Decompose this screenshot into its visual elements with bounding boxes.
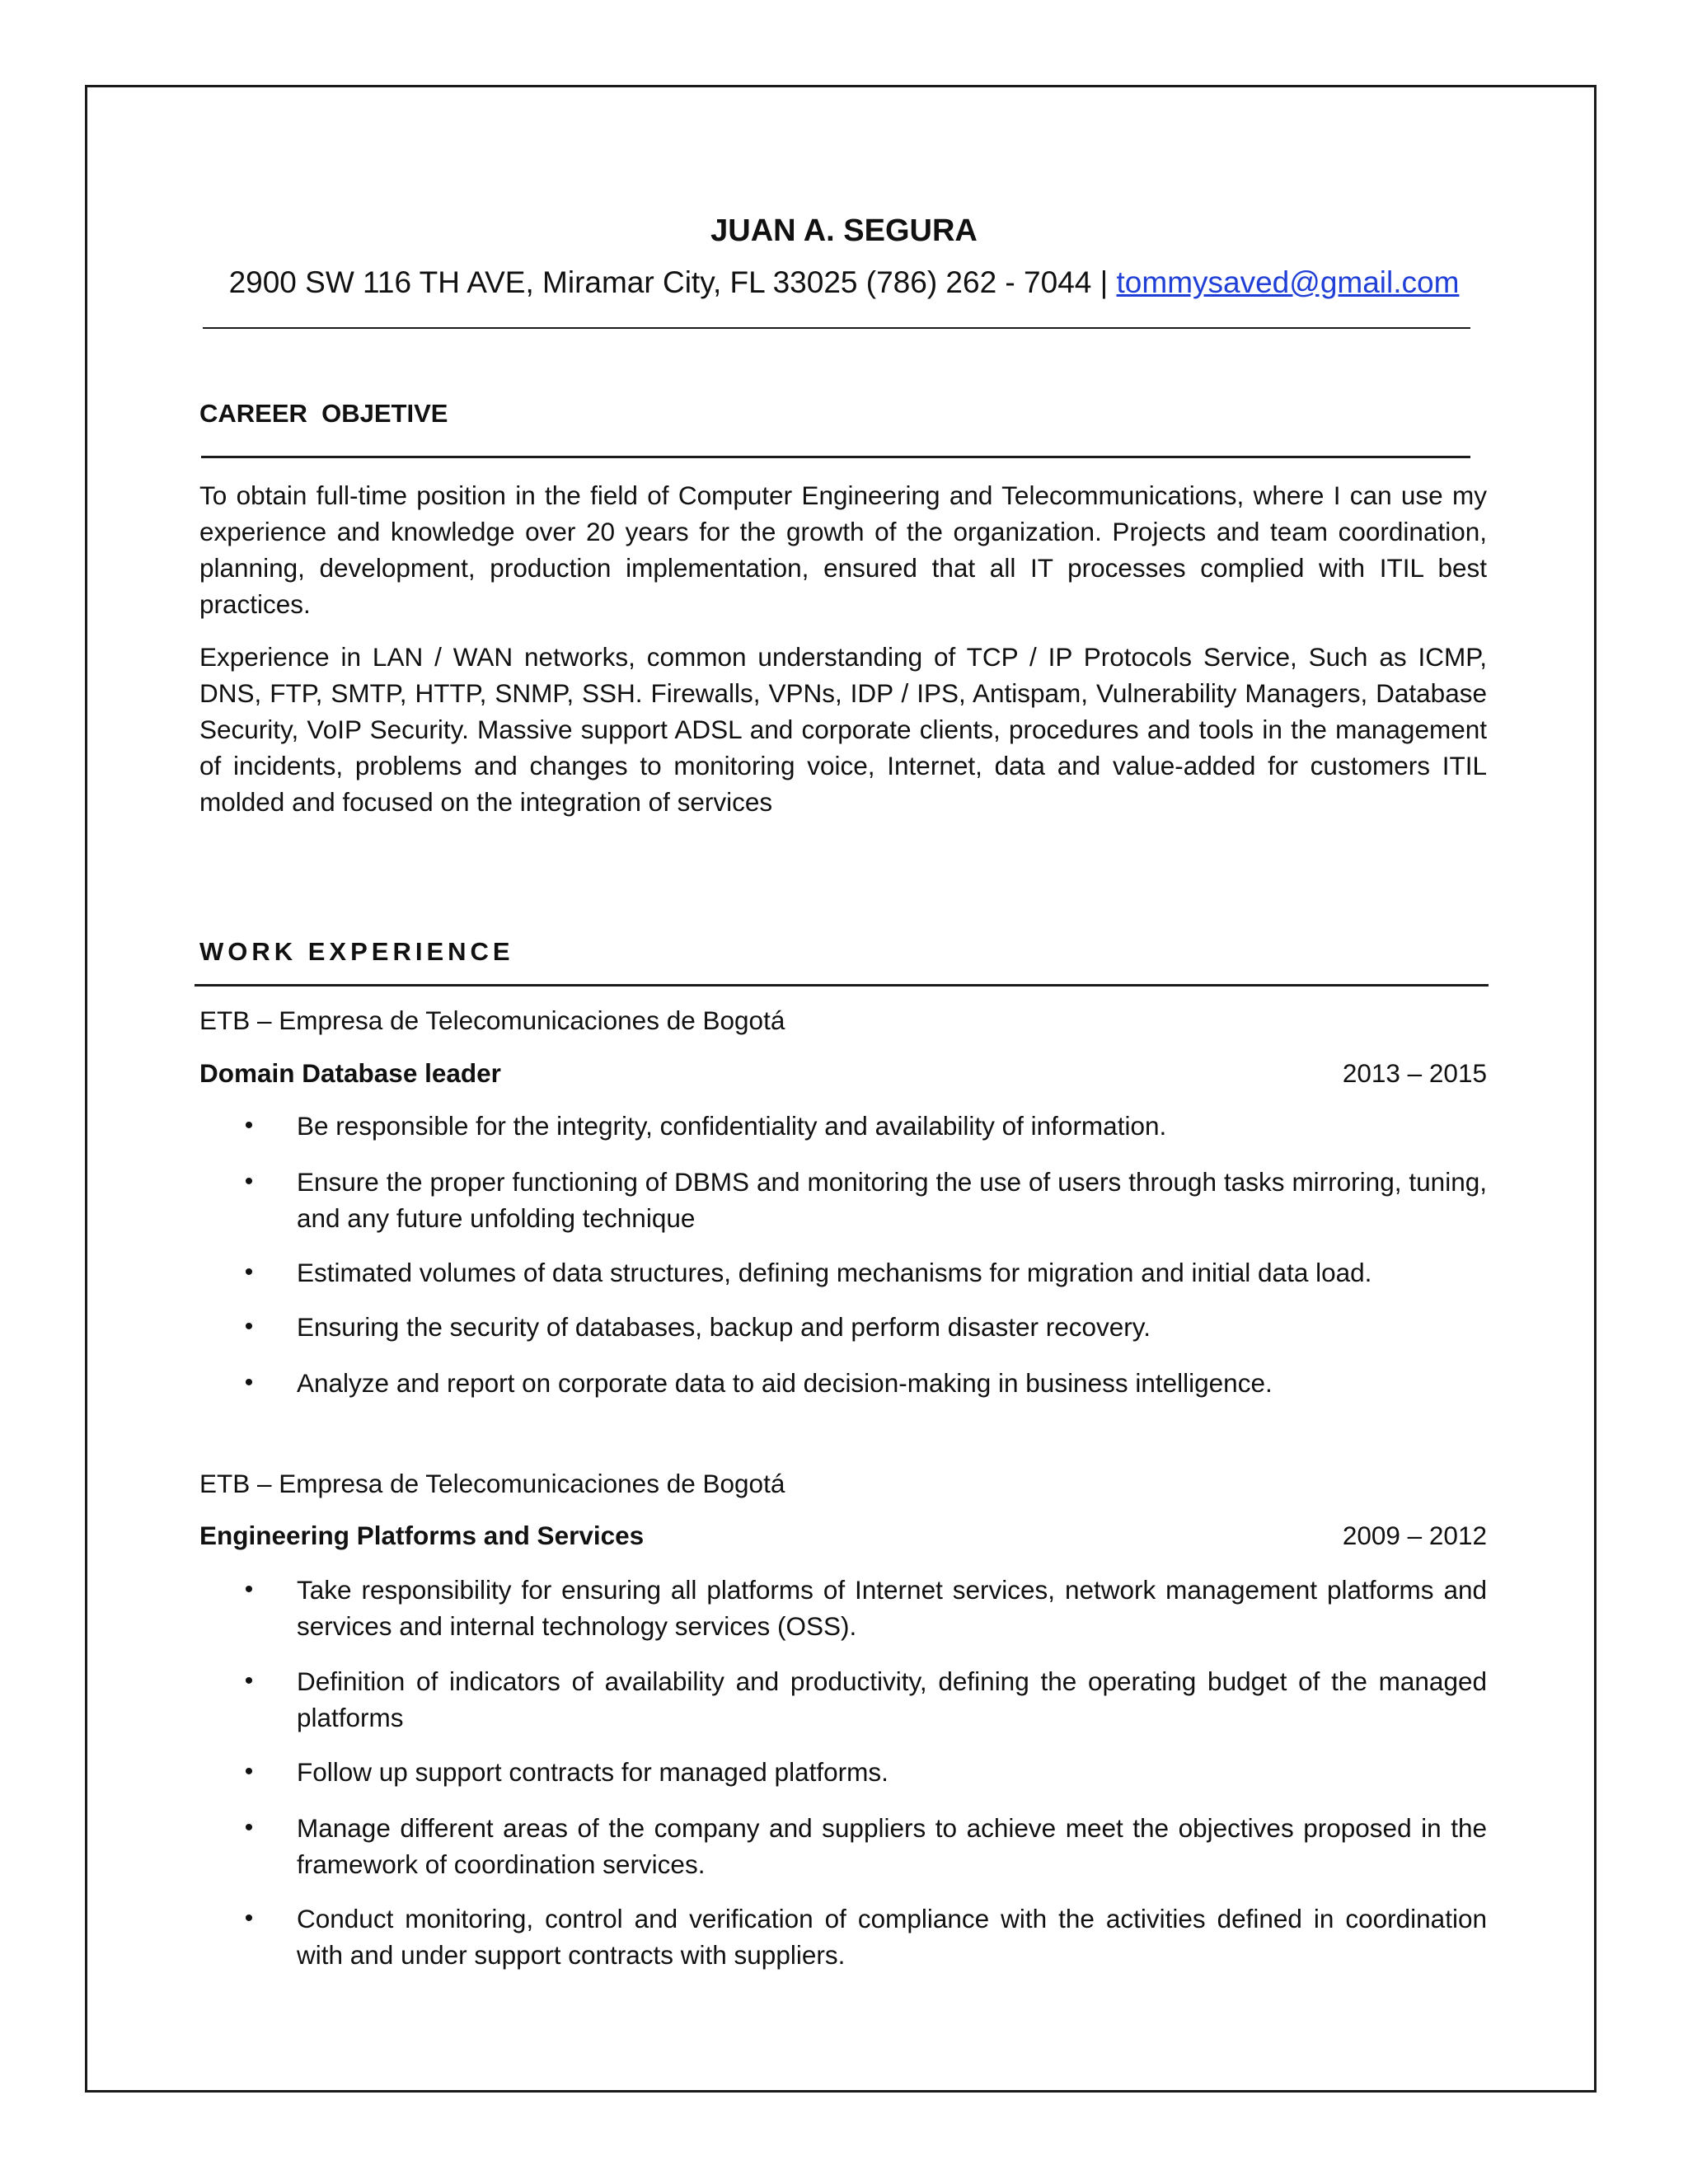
job-2-bullet-5: Conduct monitoring, control and verification of compliance with the activities defined in coordination with and under support contracts with suppliers. — [297, 1904, 1487, 1970]
career-objective-paragraph-1: To obtain full-time position in the field of Computer Engineering and Telecommunications, where I can use my experience and knowledge over 20 years for the growth of the organization. Projects and team coordination, planning, development, production implementation, ensured that all IT processes complied with ITIL best practices. — [199, 480, 1487, 619]
bullet-dot-icon: • — [244, 1112, 254, 1139]
bullet-dot-icon: • — [244, 1576, 254, 1603]
work-experience-divider — [195, 984, 1489, 987]
job-2-company: ETB – Empresa de Telecomunicaciones de Bogotá — [199, 1469, 785, 1498]
job-1-bullet-2: Ensure the proper functioning of DBMS and monitoring the use of users through tasks mirroring, tuning, and any future unfolding technique — [297, 1167, 1487, 1233]
job-2-bullet-1: Take responsibility for ensuring all platforms of Internet services, network management platforms and services and internal technology services (OSS). — [297, 1575, 1487, 1641]
email-link[interactable]: tommysaved@gmail.com — [1116, 265, 1460, 299]
job-2-role: Engineering Platforms and Services — [199, 1521, 645, 1550]
career-objective-title: CAREER OBJETIVE — [199, 399, 448, 428]
job-1-dates: 2013 – 2015 — [1342, 1058, 1487, 1088]
job-2-dates: 2009 – 2012 — [1342, 1521, 1487, 1550]
bullet-dot-icon: • — [244, 1758, 254, 1785]
work-experience-title: WORK EXPERIENCE — [199, 937, 514, 966]
job-1-company: ETB – Empresa de Telecomunicaciones de Bogotá — [199, 1005, 785, 1035]
job-2-bullet-3: Follow up support contracts for managed platforms. — [297, 1757, 889, 1787]
job-1-bullet-5: Analyze and report on corporate data to aid decision-making in business intelligence. — [297, 1368, 1273, 1398]
bullet-dot-icon: • — [244, 1258, 254, 1286]
bullet-dot-icon: • — [244, 1168, 254, 1195]
contact-line — [0, 262, 1688, 303]
contact-address-phone: 2900 SW 116 TH AVE, Miramar City, FL 33025 (786) 262 - 7044 | — [228, 265, 1117, 299]
bullet-dot-icon: • — [244, 1905, 254, 1932]
job-1-bullet-4: Ensuring the security of databases, backup and perform disaster recovery. — [297, 1312, 1151, 1342]
job-2-bullet-4: Manage different areas of the company and suppliers to achieve meet the objectives proposed in the framework of coordination services. — [297, 1813, 1487, 1879]
resume-name: JUAN A. SEGURA — [710, 213, 978, 248]
bullet-dot-icon: • — [244, 1667, 254, 1694]
career-objective-paragraph-2: Experience in LAN / WAN networks, common understanding of TCP / IP Protocols Service, Such as ICMP, DNS, FTP, SMTP, HTTP, SNMP, SSH. Firewalls, VPNs, IDP / IPS, Antispam, Vulnerability Managers, Database Security, VoIP Security. Massive support ADSL and corporate clients, procedures and tools in the management of incidents, problems and changes to monitoring voice, Internet, data and value-added for customers ITIL molded and focused on the integration of services — [199, 642, 1487, 817]
header-divider — [203, 327, 1470, 329]
job-1-bullet-3: Estimated volumes of data structures, defining mechanisms for migration and initial data load. — [297, 1258, 1372, 1287]
bullet-dot-icon: • — [244, 1814, 254, 1841]
career-objective-divider — [201, 456, 1470, 458]
bullet-dot-icon: • — [244, 1369, 254, 1396]
job-1-role: Domain Database leader — [199, 1058, 501, 1088]
bullet-dot-icon: • — [244, 1313, 254, 1340]
job-1-bullet-1: Be responsible for the integrity, confidentiality and availability of information. — [297, 1111, 1167, 1141]
job-2-bullet-2: Definition of indicators of availability and productivity, defining the operating budget of the managed platforms — [297, 1666, 1487, 1732]
